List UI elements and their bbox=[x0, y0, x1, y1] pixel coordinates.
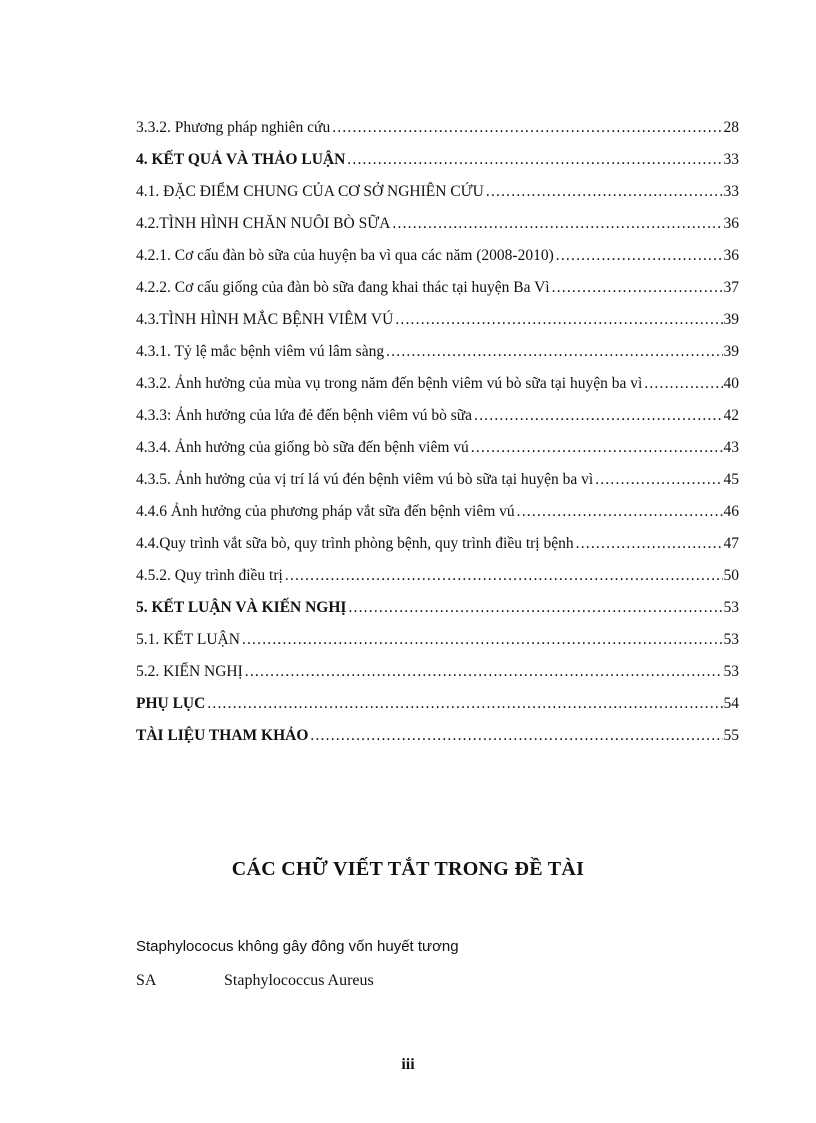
toc-entry[interactable] bbox=[136, 368, 739, 400]
toc-entry-title: TÀI LIỆU THAM KHẢO bbox=[136, 727, 309, 744]
abbreviations-heading: CÁC CHỮ VIẾT TẮT TRONG ĐỀ TÀI bbox=[231, 858, 585, 880]
toc-entry[interactable] bbox=[136, 272, 739, 304]
toc-entry-page: 33 bbox=[723, 151, 739, 168]
toc-entry[interactable] bbox=[136, 464, 739, 496]
toc-dot-leader bbox=[644, 368, 722, 400]
toc-dot-leader bbox=[595, 464, 722, 496]
toc-entry-page: 36 bbox=[723, 215, 739, 232]
toc-entry-page: 37 bbox=[723, 279, 739, 296]
toc-entry-page: 36 bbox=[723, 247, 739, 264]
toc-entry[interactable] bbox=[136, 688, 739, 720]
toc-entry[interactable] bbox=[136, 656, 739, 688]
toc-entry-title: 4.3.3: Ảnh hưởng của lứa đẻ đến bệnh viêm vú bò sữa bbox=[136, 407, 473, 424]
toc-dot-leader bbox=[474, 400, 722, 432]
toc-entry-page: 43 bbox=[723, 439, 739, 456]
toc-entry-page: 53 bbox=[723, 663, 739, 680]
toc-dot-leader bbox=[517, 496, 723, 528]
table-of-contents bbox=[136, 112, 739, 752]
toc-entry-page: 39 bbox=[723, 311, 739, 328]
toc-dot-leader bbox=[486, 176, 723, 208]
toc-entry-title: 4.5.2. Quy trình điều trị bbox=[136, 567, 283, 584]
toc-entry-title: PHỤ LỤC bbox=[136, 695, 206, 712]
toc-entry-title: 3.3.2. Phương pháp nghiên cứu bbox=[136, 119, 331, 136]
toc-entry-title: 4.3.1. Tỷ lệ mắc bệnh viêm vú lâm sàng bbox=[136, 343, 385, 360]
toc-dot-leader bbox=[332, 112, 722, 144]
toc-entry[interactable] bbox=[136, 304, 739, 336]
toc-dot-leader bbox=[285, 560, 723, 592]
page-number: iii bbox=[401, 1056, 415, 1073]
toc-entry-page: 54 bbox=[723, 695, 739, 712]
toc-entry[interactable] bbox=[136, 400, 739, 432]
toc-dot-leader bbox=[242, 624, 723, 656]
toc-entry-title: 5. KẾT LUẬN VÀ KIẾN NGHỊ bbox=[136, 599, 347, 616]
toc-entry[interactable] bbox=[136, 240, 739, 272]
toc-dot-leader bbox=[552, 272, 723, 304]
toc-dot-leader bbox=[310, 720, 722, 752]
toc-dot-leader bbox=[347, 144, 722, 176]
toc-entry[interactable] bbox=[136, 144, 739, 176]
toc-entry-page: 28 bbox=[723, 119, 739, 136]
toc-entry[interactable] bbox=[136, 560, 739, 592]
toc-entry-title: 4.2.2. Cơ cấu giống của đàn bò sữa đang khai thác tại huyện Ba Vì bbox=[136, 279, 550, 296]
toc-entry-page: 53 bbox=[723, 599, 739, 616]
toc-entry-page: 40 bbox=[723, 375, 739, 392]
toc-entry[interactable] bbox=[136, 496, 739, 528]
toc-dot-leader bbox=[207, 688, 722, 720]
abbreviation-meaning: Staphylococcus Aureus bbox=[224, 972, 374, 989]
toc-entry[interactable] bbox=[136, 336, 739, 368]
toc-entry-title: 4.2.1. Cơ cấu đàn bò sữa của huyện ba vì qua các năm (2008-2010) bbox=[136, 247, 554, 264]
toc-entry[interactable] bbox=[136, 176, 739, 208]
toc-entry-title: 4.3.5. Ảnh hưởng của vị trí lá vú đén bệnh viêm vú bò sữa tại huyện ba vì bbox=[136, 471, 594, 488]
toc-entry-title: 4.1. ĐẶC ĐIỂM CHUNG CỦA CƠ SỞ NGHIÊN CỨU bbox=[136, 183, 484, 200]
toc-entry[interactable] bbox=[136, 112, 739, 144]
toc-entry[interactable] bbox=[136, 528, 739, 560]
toc-dot-leader bbox=[576, 528, 723, 560]
toc-entry-title: 4.4.Quy trình vắt sữa bò, quy trình phòng bệnh, quy trình điều trị bệnh bbox=[136, 535, 574, 552]
toc-dot-leader bbox=[348, 592, 722, 624]
toc-entry-title: 4.3.TÌNH HÌNH MẮC BỆNH VIÊM VÚ bbox=[136, 311, 394, 328]
toc-dot-leader bbox=[392, 208, 722, 240]
toc-entry-title: 5.1. KẾT LUẬN bbox=[136, 631, 240, 648]
toc-entry-title: 5.2. KIẾN NGHỊ bbox=[136, 663, 243, 680]
toc-entry-page: 53 bbox=[723, 631, 739, 648]
toc-entry-page: 42 bbox=[723, 407, 739, 424]
toc-entry[interactable] bbox=[136, 720, 739, 752]
toc-entry-page: 33 bbox=[723, 183, 739, 200]
toc-entry-title: 4. KẾT QUẢ VÀ THẢO LUẬN bbox=[136, 151, 346, 168]
toc-dot-leader bbox=[395, 304, 722, 336]
toc-entry-page: 46 bbox=[723, 503, 739, 520]
toc-entry[interactable] bbox=[136, 592, 739, 624]
abbreviation-row bbox=[136, 972, 374, 990]
toc-entry[interactable] bbox=[136, 432, 739, 464]
toc-dot-leader bbox=[245, 656, 723, 688]
toc-entry-title: 4.3.2. Ảnh hưởng của mùa vụ trong năm đến bệnh viêm vú bò sữa tại huyện ba vì bbox=[136, 375, 643, 392]
toc-entry-page: 50 bbox=[723, 567, 739, 584]
toc-dot-leader bbox=[386, 336, 722, 368]
toc-entry-page: 47 bbox=[723, 535, 739, 552]
toc-entry-page: 39 bbox=[723, 343, 739, 360]
abbreviation-code: SA bbox=[136, 972, 157, 989]
toc-entry[interactable] bbox=[136, 208, 739, 240]
toc-entry-page: 45 bbox=[723, 471, 739, 488]
abbreviation-intro-line: Staphylococus không gây đông vốn huyết tương bbox=[136, 938, 459, 955]
toc-entry-title: 4.2.TÌNH HÌNH CHĂN NUÔI BÒ SỮA bbox=[136, 215, 391, 232]
toc-dot-leader bbox=[556, 240, 723, 272]
toc-entry-title: 4.4.6 Ảnh hưởng của phương pháp vắt sữa đến bệnh viêm vú bbox=[136, 503, 515, 520]
toc-entry-title: 4.3.4. Ảnh hưởng của giống bò sữa đến bệnh viêm vú bbox=[136, 439, 469, 456]
toc-entry-page: 55 bbox=[723, 727, 739, 744]
toc-entry[interactable] bbox=[136, 624, 739, 656]
toc-dot-leader bbox=[471, 432, 723, 464]
